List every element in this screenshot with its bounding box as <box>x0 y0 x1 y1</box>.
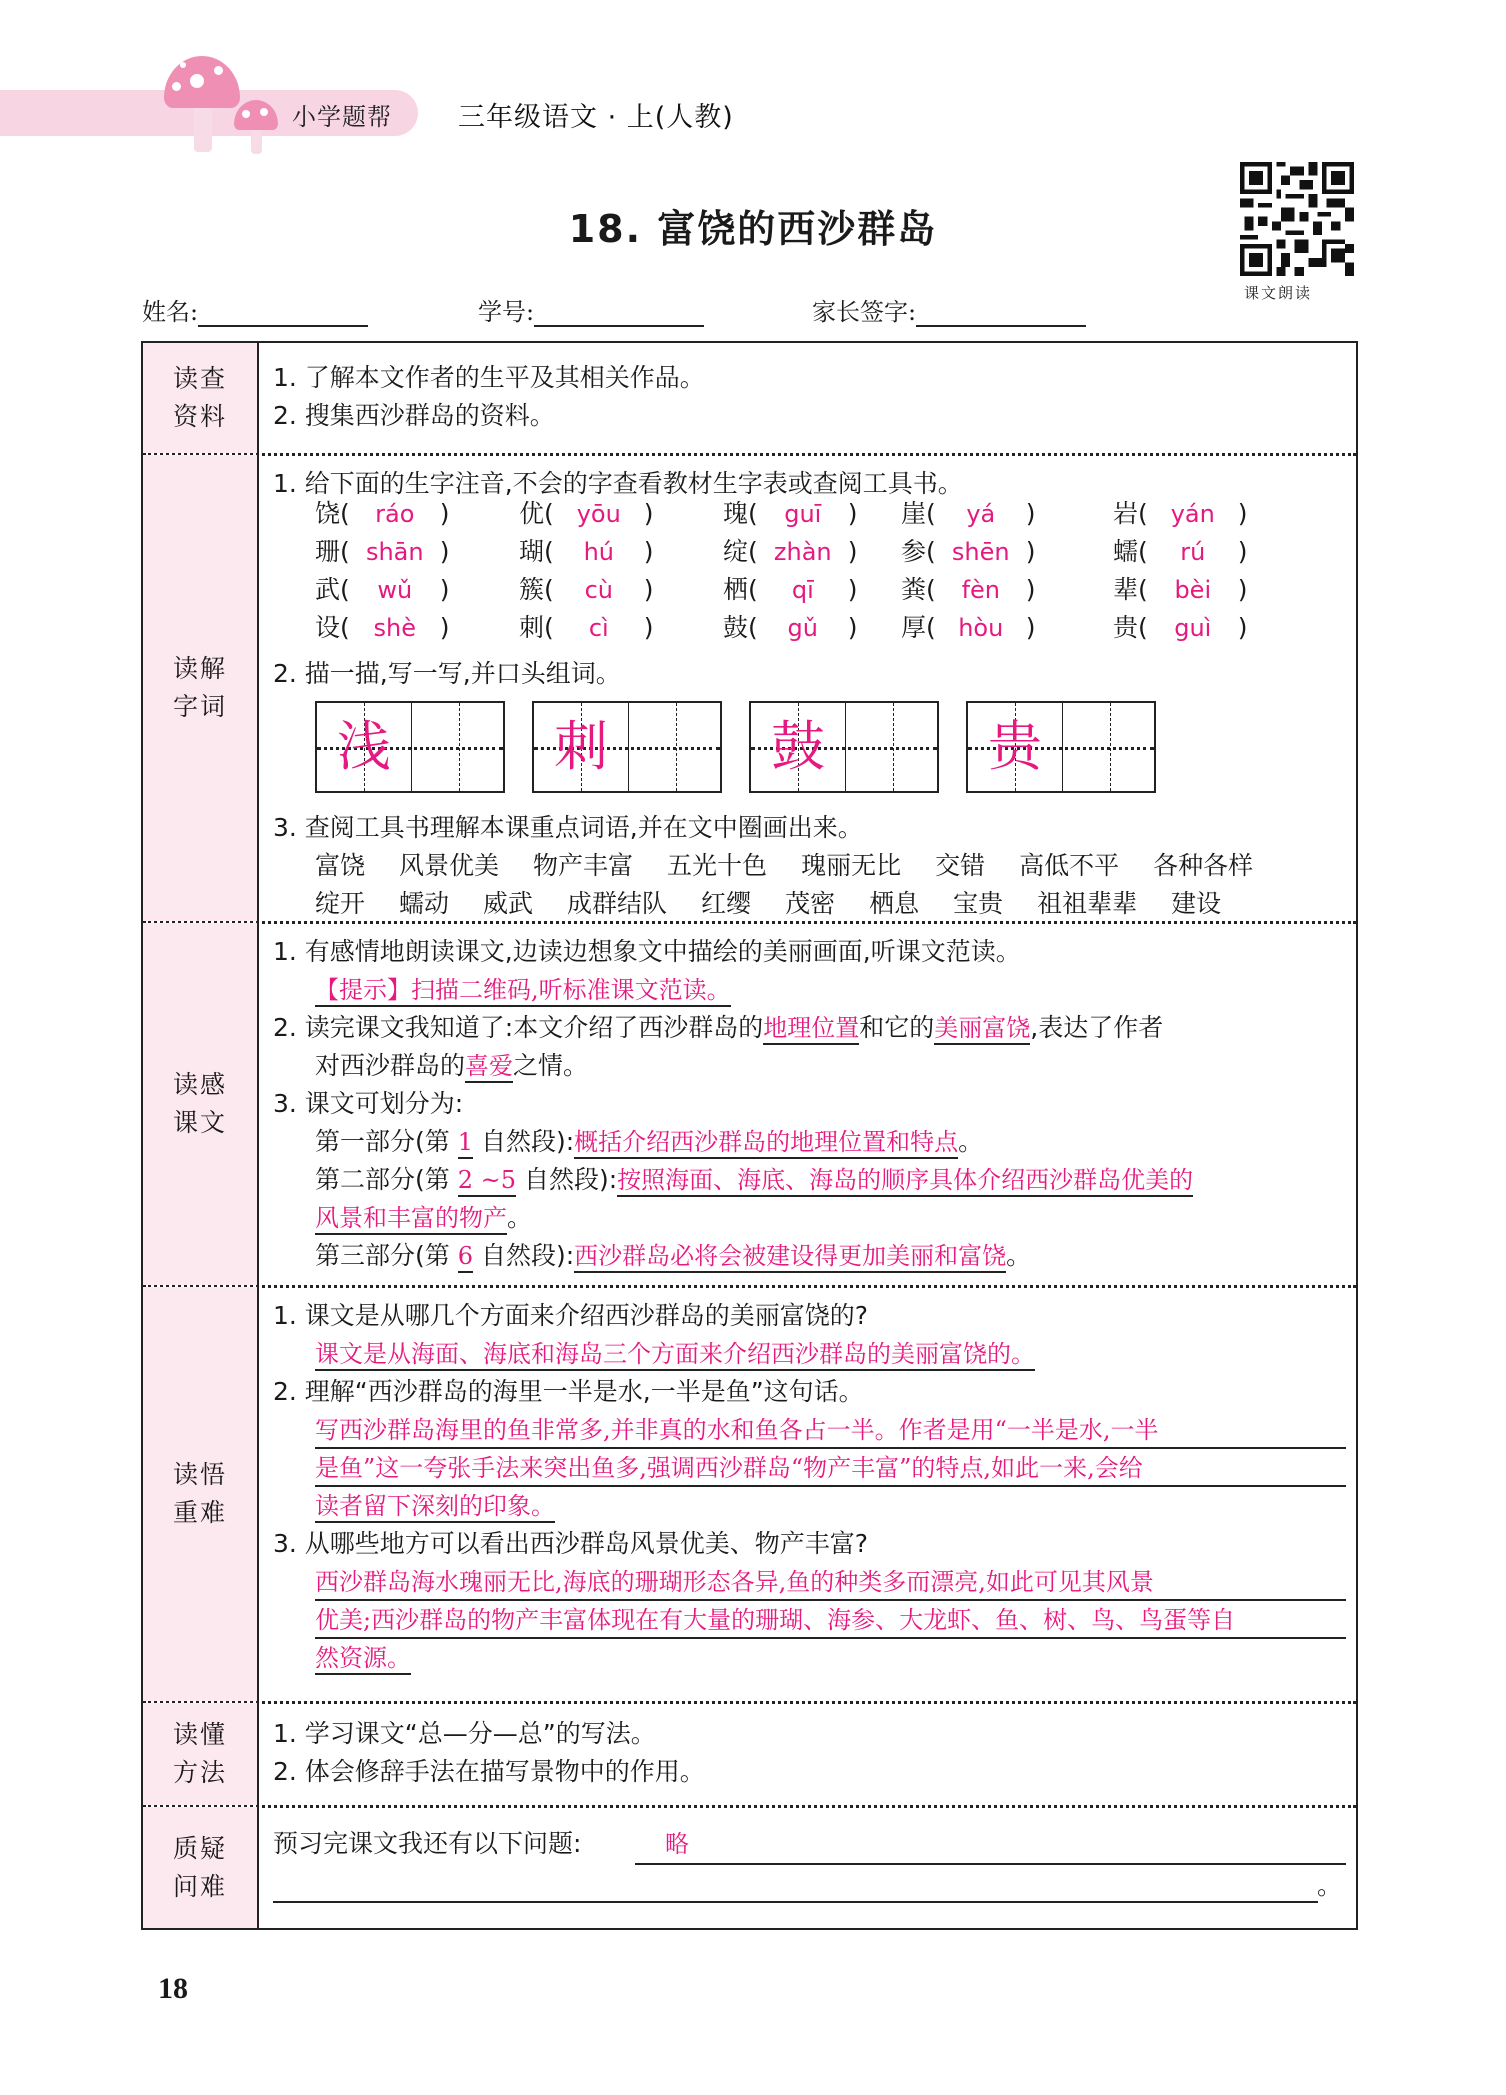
part-2: 第二部分(第 2 ~5 自然段):按照海面、海底、海岛的顺序具体介绍西沙群岛优美的 <box>315 1161 1193 1199</box>
page-number: 18 <box>158 1972 188 2005</box>
pinyin-item: 贵( guì ) <box>1113 609 1248 647</box>
trace-character: 鼓 <box>771 715 825 778</box>
pinyin-answer[interactable]: cù <box>584 576 613 604</box>
key-answer-3-line-2[interactable]: 优美;西沙群岛的物产丰富体现在有大量的珊瑚、海参、大龙虾、鱼、树、鸟、鸟蛋等自 <box>315 1606 1236 1634</box>
questions-input-line-2[interactable] <box>273 1865 1318 1903</box>
pinyin-item: 参( shēn ) <box>901 533 1036 571</box>
vocab-word: 瑰丽无比 <box>801 851 902 880</box>
trace-character: 贵 <box>988 715 1042 778</box>
research-item-1: 1. 了解本文作者的生平及其相关作品。 <box>273 363 705 392</box>
part-3: 第三部分(第 6 自然段):西沙群岛必将会被建设得更加美丽和富饶。 <box>315 1237 1031 1275</box>
vocab-word: 祖祖辈辈 <box>1037 889 1138 918</box>
pinyin-item: 饶( ráo ) <box>315 495 450 533</box>
qr-code-icon[interactable] <box>1240 162 1354 276</box>
key-answer-3-line-3[interactable]: 然资源。 <box>315 1644 411 1675</box>
pinyin-answer[interactable]: guì <box>1174 614 1212 642</box>
trace-character: 刺 <box>554 715 608 778</box>
method-item-2: 2. 体会修辞手法在描写景物中的作用。 <box>273 1757 705 1786</box>
answer-blank[interactable]: 喜爱 <box>465 1052 513 1083</box>
part-2-cont: 风景和丰富的物产。 <box>315 1199 532 1237</box>
pinyin-answer[interactable]: rú <box>1180 538 1206 566</box>
pinyin-item: 刺( cì ) <box>519 609 654 647</box>
vocab-word: 茂密 <box>785 889 836 918</box>
vocab-word: 各种各样 <box>1153 851 1254 880</box>
pinyin-answer[interactable]: shān <box>365 538 424 566</box>
mushroom-large-icon <box>164 56 244 156</box>
pinyin-answer[interactable]: gǔ <box>787 614 818 642</box>
name-input-line[interactable] <box>198 301 368 327</box>
pinyin-answer[interactable]: yán <box>1170 500 1215 528</box>
pinyin-answer[interactable]: hú <box>583 538 614 566</box>
vocab-word: 风景优美 <box>399 851 500 880</box>
vocab-word: 交错 <box>935 851 986 880</box>
name-label: 姓名: <box>142 298 199 326</box>
pinyin-answer[interactable]: yá <box>966 500 996 528</box>
pinyin-item: 瑚( hú ) <box>519 533 654 571</box>
pinyin-item: 鼓( gǔ ) <box>723 609 858 647</box>
mushroom-small-icon <box>234 100 280 156</box>
division-question: 3. 课文可划分为: <box>273 1089 464 1118</box>
pinyin-answer[interactable]: guī <box>784 500 822 528</box>
section-text-feel <box>143 923 1356 1285</box>
vocab-row-2 <box>315 885 1255 923</box>
parent-signature-label: 家长签字: <box>812 298 917 326</box>
pinyin-item: 崖( yá ) <box>901 495 1036 533</box>
key-answer-3-line-1[interactable]: 西沙群岛海水瑰丽无比,海底的珊瑚形态各异,鱼的种类多而漂亮,如此可见其风景 <box>315 1568 1154 1596</box>
section-label: 读查 资料 <box>143 343 259 453</box>
summary-line-1: 2. 读完课文我知道了:本文介绍了西沙群岛的地理位置和它的美丽富饶,表达了作者 <box>273 1009 1163 1047</box>
pinyin-answer[interactable]: bèi <box>1174 576 1212 604</box>
answer-blank[interactable]: 地理位置 <box>763 1014 859 1045</box>
pinyin-answer[interactable]: cì <box>588 614 609 642</box>
pinyin-answer[interactable]: shè <box>373 614 417 642</box>
student-id-label: 学号: <box>478 298 535 326</box>
key-answer-2-line-2[interactable]: 是鱼”这一夸张手法来突出鱼多,强调西沙群岛“物产丰富”的特点,如此一来,会给 <box>315 1454 1143 1482</box>
pinyin-item: 粪( fèn ) <box>901 571 1036 609</box>
vocab-word: 威武 <box>483 889 534 918</box>
vocab-word: 蠕动 <box>399 889 450 918</box>
brand-label: 小学题帮 <box>292 103 392 131</box>
reading-question: 1. 有感情地朗读课文,边读边想象文中描绘的美丽画面,听课文范读。 <box>273 937 1021 966</box>
pinyin-item: 岩( yán ) <box>1113 495 1248 533</box>
qr-label: 课文朗读 <box>1244 284 1313 302</box>
key-answer-2-line-1[interactable]: 写西沙群岛海里的鱼非常多,并非真的水和鱼各占一半。作者是用“一半是水,一半 <box>315 1416 1159 1444</box>
pinyin-answer[interactable]: ráo <box>375 500 415 528</box>
key-question-2: 2. 理解“西沙群岛的海里一半是水,一半是鱼”这句话。 <box>273 1377 864 1406</box>
vocab-question: 3. 查阅工具书理解本课重点词语,并在文中圈画出来。 <box>273 813 863 842</box>
pinyin-answer[interactable]: hòu <box>958 614 1004 642</box>
questions-input-line-1[interactable] <box>635 1827 1346 1865</box>
key-question-1: 1. 课文是从哪几个方面来介绍西沙群岛的美丽富饶的? <box>273 1301 869 1330</box>
pinyin-item: 簇( cù ) <box>519 571 654 609</box>
pinyin-item: 厚( hòu ) <box>901 609 1036 647</box>
tip-text: 【提示】扫描二维码,听标准课文范读。 <box>315 976 731 1007</box>
vocab-word: 成群结队 <box>567 889 668 918</box>
section-label: 读懂 方法 <box>143 1703 259 1805</box>
section-words <box>143 455 1356 921</box>
section-questions <box>143 1807 1356 1928</box>
pinyin-item: 设( shè ) <box>315 609 450 647</box>
vocab-word: 物产丰富 <box>533 851 634 880</box>
key-question-3: 3. 从哪些地方可以看出西沙群岛风景优美、物产丰富? <box>273 1529 869 1558</box>
pinyin-item: 珊( shān ) <box>315 533 450 571</box>
vocab-row-1 <box>315 847 1287 885</box>
section-label: 质疑 问难 <box>143 1807 259 1928</box>
tianzige-box[interactable] <box>315 701 505 793</box>
lesson-title: 18. 富饶的西沙群岛 <box>568 207 938 251</box>
questions-answer[interactable]: 略 <box>665 1830 689 1858</box>
key-answer-2-line-3[interactable]: 读者留下深刻的印象。 <box>315 1492 555 1523</box>
pinyin-answer[interactable]: fèn <box>961 576 1000 604</box>
tianzige-box[interactable] <box>532 701 722 793</box>
student-id-input-line[interactable] <box>534 301 704 327</box>
tianzige-box[interactable] <box>749 701 939 793</box>
pinyin-answer[interactable]: shēn <box>951 538 1010 566</box>
vocab-word: 五光十色 <box>667 851 768 880</box>
vocab-word: 高低不平 <box>1019 851 1120 880</box>
vocab-word: 富饶 <box>315 851 366 880</box>
name-field[interactable] <box>142 292 368 327</box>
key-answer-1[interactable]: 课文是从海面、海底和海岛三个方面来介绍西沙群岛的美丽富饶的。 <box>315 1340 1035 1371</box>
questions-prompt: 预习完课文我还有以下问题: <box>273 1829 582 1858</box>
method-item-1: 1. 学习课文“总—分—总”的写法。 <box>273 1719 656 1748</box>
pinyin-answer[interactable]: zhàn <box>773 538 832 566</box>
tianzige-box[interactable] <box>966 701 1156 793</box>
parent-signature-input-line[interactable] <box>916 301 1086 327</box>
pinyin-item: 蠕( rú ) <box>1113 533 1248 571</box>
section-methods <box>143 1703 1356 1805</box>
part-1: 第一部分(第 1 自然段):概括介绍西沙群岛的地理位置和特点。 <box>315 1123 983 1161</box>
vocab-word: 栖息 <box>869 889 920 918</box>
subject-label: 三年级语文 · 上(人教) <box>458 102 734 133</box>
pinyin-item: 栖( qī ) <box>723 571 858 609</box>
vocab-word: 建设 <box>1171 889 1222 918</box>
vocab-word: 红缨 <box>701 889 752 918</box>
answer-blank[interactable]: 美丽富饶 <box>934 1014 1030 1045</box>
pinyin-item: 瑰( guī ) <box>723 495 858 533</box>
vocab-word: 宝贵 <box>953 889 1004 918</box>
pinyin-item: 武( wǔ ) <box>315 571 450 609</box>
parent-signature-field[interactable] <box>812 292 1086 327</box>
pinyin-question: 1. 给下面的生字注音,不会的字查看教材生字表或查阅工具书。 <box>273 469 963 498</box>
pinyin-answer[interactable]: qī <box>791 576 814 604</box>
section-label: 读悟 重难 <box>143 1287 259 1701</box>
student-id-field[interactable] <box>478 292 704 327</box>
preview-worksheet-table <box>141 341 1358 1930</box>
pinyin-item: 优( yōu ) <box>519 495 654 533</box>
pinyin-item: 绽( zhàn ) <box>723 533 858 571</box>
trace-character: 浅 <box>337 715 391 778</box>
section-label: 读感 课文 <box>143 923 259 1285</box>
vocab-word: 绽开 <box>315 889 366 918</box>
section-label: 读解 字词 <box>143 455 259 921</box>
research-item-2: 2. 搜集西沙群岛的资料。 <box>273 401 555 430</box>
section-read-research <box>143 343 1356 453</box>
period: 。 <box>1316 1871 1342 1900</box>
trace-question: 2. 描一描,写一写,并口头组词。 <box>273 659 621 688</box>
section-key-points <box>143 1287 1356 1701</box>
pinyin-answer[interactable]: yōu <box>576 500 621 528</box>
summary-line-2: 对西沙群岛的喜爱之情。 <box>315 1047 588 1085</box>
pinyin-answer[interactable]: wǔ <box>377 576 413 604</box>
pinyin-item: 辈( bèi ) <box>1113 571 1248 609</box>
